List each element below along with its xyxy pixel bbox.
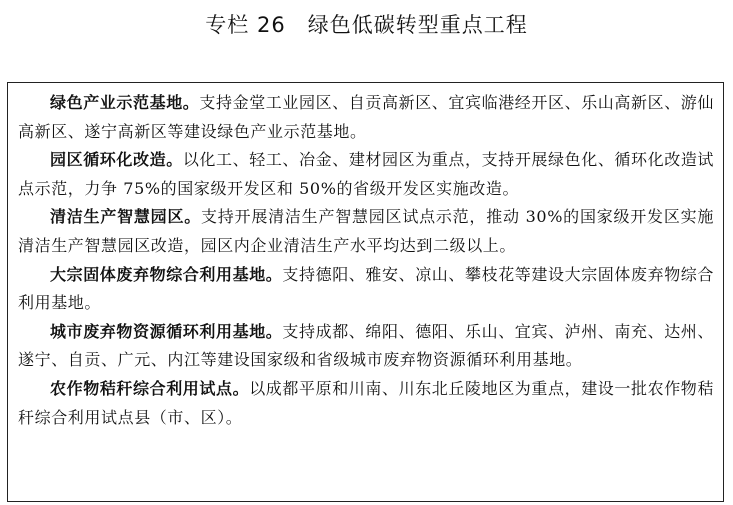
column-box: [7, 82, 724, 502]
column-content: [18, 89, 714, 432]
project-item-park-recycling: [18, 146, 714, 203]
project-item-green-industry: [18, 89, 714, 146]
project-heading: 园区循环化改造。: [50, 150, 183, 170]
project-body: 支持开展清洁生产智慧园区试点示范，推动 30%的国家级开发区实施清洁生产智慧园区改造，园区内企业清洁生产水平均达到二级以上。: [18, 207, 714, 255]
project-heading: 农作物秸秆综合利用试点。: [50, 378, 250, 398]
page-title: 专栏 26 绿色低碳转型重点工程: [205, 13, 528, 37]
project-item-straw-utilization: [18, 375, 714, 432]
project-heading: 清洁生产智慧园区。: [50, 207, 201, 227]
project-item-clean-production: [18, 203, 714, 260]
project-heading: 绿色产业示范基地。: [50, 93, 200, 112]
project-heading: 城市废弃物资源循环利用基地。: [50, 321, 283, 341]
project-heading: 大宗固体废弃物综合利用基地。: [50, 264, 283, 284]
project-item-urban-waste: [18, 318, 714, 375]
project-body: 支持德阳、雅安、凉山、攀枝花等建设大宗固体废弃物综合利用基地。: [18, 264, 715, 313]
project-body: 以成都平原和川南、川东北丘陵地区为重点，建设一批农作物秸秆综合利用试点县（市、区）。: [18, 378, 715, 427]
project-body: 以化工、轻工、冶金、建材园区为重点，支持开展绿色化、循环化改造试点示范，力争 75%的国家级开发区和 50%的省级开发区实施改造。: [18, 150, 715, 198]
project-body: 支持金堂工业园区、自贡高新区、宜宾临港经开区、乐山高新区、游仙高新区、遂宁高新区等建设绿色产业示范基地。: [18, 93, 715, 141]
project-item-solid-waste: [18, 261, 714, 318]
project-body: 支持成都、绵阳、德阳、乐山、宜宾、泸州、南充、达州、遂宁、自贡、广元、内江等建设国家级和省级城市废弃物资源循环利用基地。: [18, 321, 715, 370]
